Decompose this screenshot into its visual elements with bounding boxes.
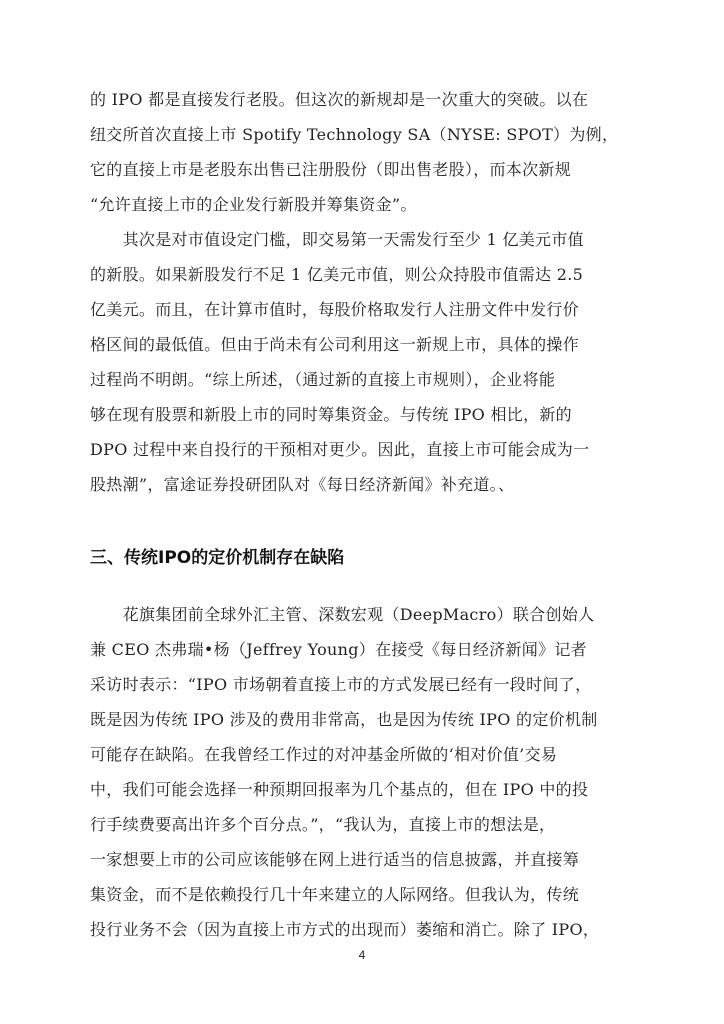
paragraph-3-line-10: 投行业务不会（因为直接上市方式的出现而）萎缩和消亡。除了 IPO， xyxy=(90,920,600,939)
paragraph-1-line-4: “允许直接上市的企业发行新股并筹集资金”。 xyxy=(90,195,417,214)
paragraph-3-line-4: 既是因为传统 IPO 涉及的费用非常高，也是因为传统 IPO 的定价机制 xyxy=(90,710,598,729)
paragraph-3-line-1: 花旗集团前全球外汇主管、深数宏观（DeepMacro）联合创始人 xyxy=(90,605,595,624)
paragraph-2-line-4: 格区间的最低值。但由于尚未有公司利用这一新规上市，具体的操作 xyxy=(90,335,580,354)
paragraph-2-line-3: 亿美元。而且，在计算市值时，每股价格取发行人注册文件中发行价 xyxy=(90,300,580,319)
section-heading: 三、传统IPO的定价机制存在缺陷 xyxy=(90,548,345,568)
paragraph-1-line-2: 纽交所首次直接上市 Spotify Technology SA（NYSE: SPOT）为例， xyxy=(90,125,619,144)
paragraph-2-line-7: DPO 过程中来自投行的干预相对更少。因此，直接上市可能会成为一 xyxy=(90,440,590,459)
page-number: 4 xyxy=(358,948,366,962)
paragraph-2-line-2: 的新股。如果新股发行不足 1 亿美元市值，则公众持股市值需达 2.5 xyxy=(90,265,584,284)
paragraph-3-line-8: 一家想要上市的公司应该能够在网上进行适当的信息披露，并直接筹 xyxy=(90,850,580,869)
paragraph-3-line-3: 采访时表示：“IPO 市场朝着直接上市的方式发展已经有一段时间了， xyxy=(90,675,592,694)
paragraph-2-line-1: 其次是对市值设定门槛，即交易第一天需发行至少 1 亿美元市值 xyxy=(90,230,584,249)
paragraph-3-line-6: 中，我们可能会选择一种预期回报率为几个基点的，但在 IPO 中的投 xyxy=(90,780,589,799)
paragraph-3-line-9: 集资金，而不是依赖投行几十年来建立的人际网络。但我认为，传统 xyxy=(90,885,580,904)
paragraph-2-line-5: 过程尚不明朗。“综上所述，（通过新的直接上市规则），企业将能 xyxy=(90,370,556,389)
paragraph-3-line-2: 兼 CEO 杰弗瑞•杨（Jeffrey Young）在接受《每日经济新闻》记者 xyxy=(90,640,587,659)
paragraph-1-line-1: 的 IPO 都是直接发行老股。但这次的新规却是一次重大的突破。以在 xyxy=(90,90,589,109)
paragraph-2-line-6: 够在现有股票和新股上市的同时筹集资金。与传统 IPO 相比，新的 xyxy=(90,405,572,424)
paragraph-2-line-8: 股热潮”，富途证券投研团队对《每日经济新闻》补充道。、 xyxy=(90,475,515,494)
paragraph-3-line-5: 可能存在缺陷。在我曾经工作过的对冲基金所做的‘相对价值’交易 xyxy=(90,745,558,764)
paragraph-1-line-3: 它的直接上市是老股东出售已注册股份（即出售老股），而本次新规 xyxy=(90,160,572,179)
paragraph-3-line-7: 行手续费要高出许多个百分点。”，“我认为，直接上市的想法是， xyxy=(90,815,556,834)
